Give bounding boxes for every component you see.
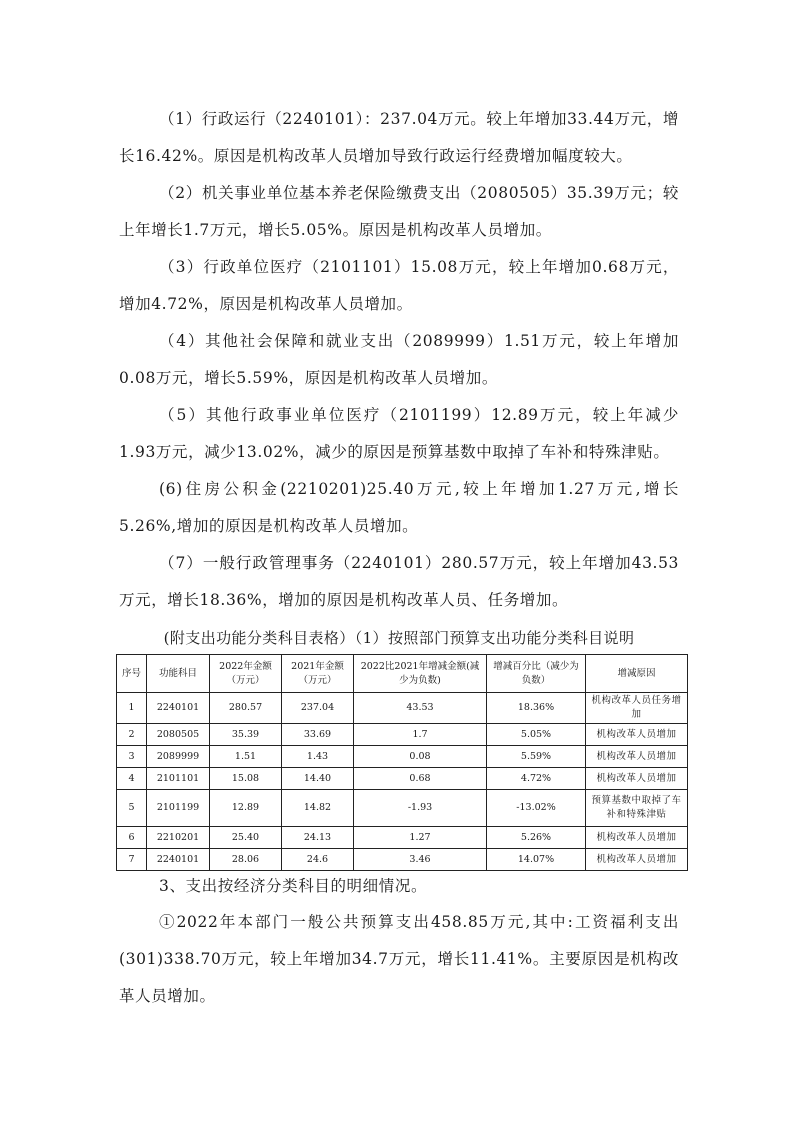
- function-category-table: [116, 654, 688, 871]
- cell-change-amount: 0.68: [354, 768, 487, 790]
- paragraph-1: （1）行政运行（2240101）：237.04万元。较上年增加33.44万元，增长16.42%。原因是机构改革人员增加导致行政运行经费增加幅度较大。: [119, 110, 679, 165]
- cell-change-percent: 5.26%: [487, 827, 586, 849]
- cell-function-code: 2240101: [147, 693, 210, 724]
- cell-amount-2022: 28.06: [210, 849, 282, 871]
- table-header-row: [117, 655, 688, 693]
- cell-index: 2: [117, 724, 147, 746]
- cell-amount-2022: 1.51: [210, 746, 282, 768]
- cell-amount-2022: 12.89: [210, 790, 282, 827]
- cell-change-percent: -13.02%: [487, 790, 586, 827]
- header-amount-2022: 2022年金额（万元）: [210, 655, 282, 693]
- cell-amount-2022: 15.08: [210, 768, 282, 790]
- table-row: [117, 693, 688, 724]
- paragraph-5: （5）其他行政事业单位医疗（2101199）12.89万元，较上年减少1.93万元，减少13.02%，减少的原因是预算基数中取掉了车补和特殊津贴。: [119, 406, 679, 461]
- header-change-percent: 增减百分比（减少为负数）: [487, 655, 586, 693]
- paragraph-6: (6)住房公积金(2210201)25.40万元,较上年增加1.27万元,增长5.26%,增加的原因是机构改革人员增加。: [119, 480, 679, 535]
- cell-index: 1: [117, 693, 147, 724]
- cell-change-amount: 3.46: [354, 849, 487, 871]
- cell-function-code: 2101101: [147, 768, 210, 790]
- header-index: 序号: [117, 655, 147, 693]
- cell-amount-2021: 24.6: [282, 849, 354, 871]
- paragraph-2: （2）机关事业单位基本养老保险缴费支出（2080505）35.39万元；较上年增长1.7万元，增长5.05%。原因是机构改革人员增加。: [119, 184, 679, 239]
- header-reason: 增减原因: [586, 655, 688, 693]
- cell-function-code: 2080505: [147, 724, 210, 746]
- cell-change-amount: 0.08: [354, 746, 487, 768]
- header-function-code: 功能科目: [147, 655, 210, 693]
- cell-amount-2022: 25.40: [210, 827, 282, 849]
- cell-reason: 预算基数中取掉了车补和特殊津贴: [586, 790, 688, 827]
- cell-change-percent: 14.07%: [487, 849, 586, 871]
- cell-amount-2021: 14.40: [282, 768, 354, 790]
- paragraph-7: （7）一般行政管理事务（2240101）280.57万元，较上年增加43.53万元，增长18.36%，增加的原因是机构改革人员、任务增加。: [119, 554, 679, 609]
- cell-function-code: 2101199: [147, 790, 210, 827]
- cell-index: 6: [117, 827, 147, 849]
- table-row: [117, 746, 688, 768]
- cell-amount-2021: 14.82: [282, 790, 354, 827]
- table-row: [117, 724, 688, 746]
- paragraph-4: （4）其他社会保障和就业支出（2089999）1.51万元，较上年增加0.08万元，增长5.59%，原因是机构改革人员增加。: [119, 332, 679, 387]
- cell-index: 5: [117, 790, 147, 827]
- cell-amount-2022: 280.57: [210, 693, 282, 724]
- cell-change-amount: -1.93: [354, 790, 487, 827]
- header-change-amount: 2022比2021年增减金额(减少为负数): [354, 655, 487, 693]
- section-heading: 3、支出按经济分类科目的明细情况。: [159, 877, 428, 895]
- cell-index: 4: [117, 768, 147, 790]
- cell-amount-2021: 33.69: [282, 724, 354, 746]
- cell-reason: 机构改革人员增加: [586, 746, 688, 768]
- cell-reason: 机构改革人员增加: [586, 768, 688, 790]
- cell-amount-2021: 1.43: [282, 746, 354, 768]
- cell-index: 7: [117, 849, 147, 871]
- cell-change-percent: 4.72%: [487, 768, 586, 790]
- paragraph-3: （3）行政单位医疗（2101101）15.08万元，较上年增加0.68万元，增加4.72%，原因是机构改革人员增加。: [119, 258, 679, 313]
- cell-function-code: 2210201: [147, 827, 210, 849]
- cell-change-amount: 1.27: [354, 827, 487, 849]
- table-row: [117, 827, 688, 849]
- cell-amount-2021: 24.13: [282, 827, 354, 849]
- table-caption: (附支出功能分类科目表格）（1）按照部门预算支出功能分类科目说明: [163, 629, 635, 647]
- cell-reason: 机构改革人员增加: [586, 849, 688, 871]
- cell-index: 3: [117, 746, 147, 768]
- table-row: [117, 790, 688, 827]
- cell-change-amount: 43.53: [354, 693, 487, 724]
- cell-amount-2022: 35.39: [210, 724, 282, 746]
- section-paragraph: ①2022年本部门一般公共预算支出458.85万元,其中:工资福利支出(301)338.70万元，较上年增加34.7万元，增长11.41%。主要原因是机构改革人员增加。: [119, 913, 679, 1005]
- cell-change-percent: 18.36%: [487, 693, 586, 724]
- cell-function-code: 2089999: [147, 746, 210, 768]
- cell-reason: 机构改革人员增加: [586, 827, 688, 849]
- cell-change-percent: 5.59%: [487, 746, 586, 768]
- cell-function-code: 2240101: [147, 849, 210, 871]
- header-amount-2021: 2021年金额（万元）: [282, 655, 354, 693]
- cell-amount-2021: 237.04: [282, 693, 354, 724]
- cell-change-percent: 5.05%: [487, 724, 586, 746]
- cell-reason: 机构改革人员增加: [586, 724, 688, 746]
- table-row: [117, 768, 688, 790]
- cell-reason: 机构改革人员任务增加: [586, 693, 688, 724]
- cell-change-amount: 1.7: [354, 724, 487, 746]
